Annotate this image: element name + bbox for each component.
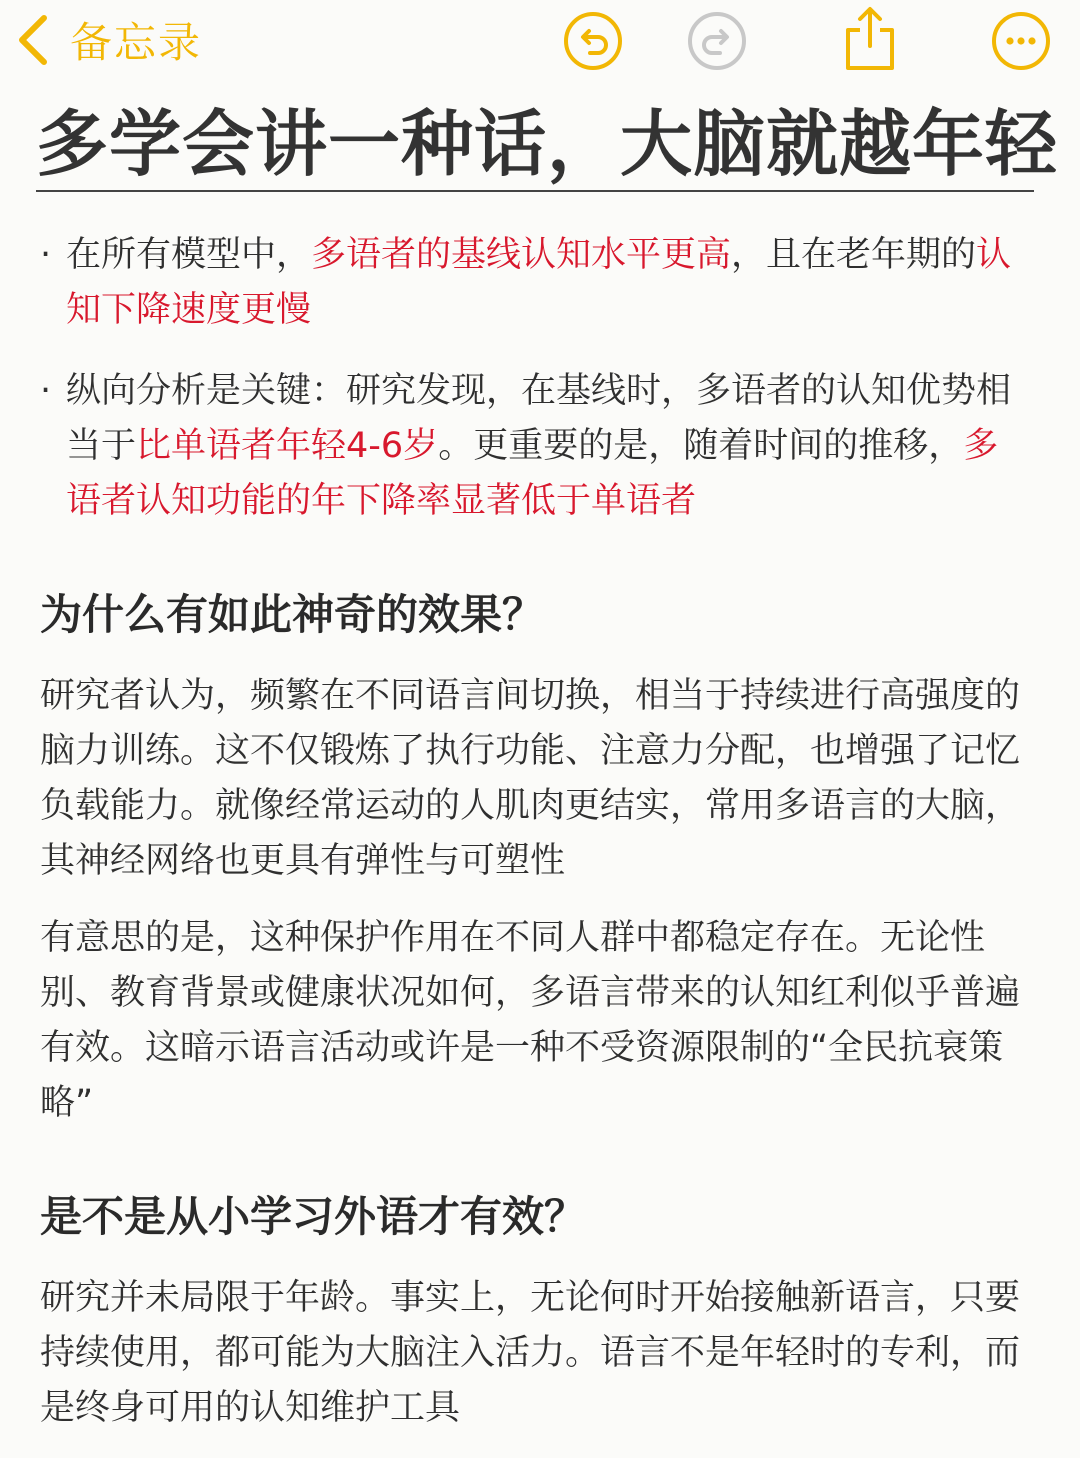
- bullet-dot: ·: [40, 371, 52, 411]
- text-segment: ，且在老年期的: [731, 235, 977, 275]
- section-heading: 是不是从小学习外语才有效？: [40, 1192, 587, 1241]
- bullet-item: [40, 364, 1025, 529]
- highlight-text: 多语者认知功能的年下降率显著低于单语者: [66, 426, 999, 521]
- share-icon: [840, 4, 900, 72]
- note-title: 多学会讲一种话，大脑就越年轻: [36, 102, 1059, 186]
- text-segment: 在所有模型中，: [66, 235, 312, 275]
- bullet-text: [66, 371, 1011, 521]
- redo-button[interactable]: [686, 10, 748, 72]
- bullet-item: [40, 228, 1025, 338]
- title-underline: [36, 190, 1034, 192]
- highlight-text: 比单语者年轻4-6岁: [136, 426, 439, 466]
- more-button[interactable]: [990, 10, 1052, 72]
- text-segment: 纵向分析是关键：研究发现，在基线时，多语者的认知优势相当于: [66, 371, 1012, 466]
- highlight-text: 多语者的基线认知水平更高: [311, 235, 732, 275]
- bullet-dot: ·: [40, 235, 52, 275]
- note-body[interactable]: [40, 228, 1025, 1458]
- highlight-text: 认知下降速度更慢: [66, 235, 1012, 330]
- undo-icon: [562, 10, 624, 72]
- bullet-text: [66, 235, 1011, 330]
- back-label: 备忘录: [70, 18, 203, 67]
- paragraph: 研究并未局限于年龄。事实上，无论何时开始接触新语言，只要持续使用，都可能为大脑注入活力。语言不是年轻时的专利，而是终身可用的认知维护工具: [40, 1278, 1021, 1428]
- undo-button[interactable]: [562, 10, 624, 72]
- paragraph: 研究者认为，频繁在不同语言间切换，相当于持续进行高强度的脑力训练。这不仅锻炼了执行功能、注意力分配，也增强了记忆负载能力。就像经常运动的人肌肉更结实，常用多语言的大脑，其神经网络也更具有弹性与可塑性: [40, 676, 1021, 881]
- paragraph: 有意思的是，这种保护作用在不同人群中都稳定存在。无论性别、教育背景或健康状况如何，多语言带来的认知红利似乎普遍有效。这暗示语言活动或许是一种不受资源限制的“全民抗衰策略”: [40, 918, 1021, 1123]
- section-heading: 为什么有如此神奇的效果？: [40, 590, 545, 639]
- share-button[interactable]: [840, 4, 900, 72]
- redo-icon: [686, 10, 748, 72]
- back-button[interactable]: [14, 10, 202, 70]
- chevron-left-icon: [14, 14, 50, 66]
- text-segment: 。更重要的是，随着时间的推移，: [438, 426, 964, 466]
- nav-bar: [0, 0, 1080, 90]
- more-icon: [990, 10, 1052, 72]
